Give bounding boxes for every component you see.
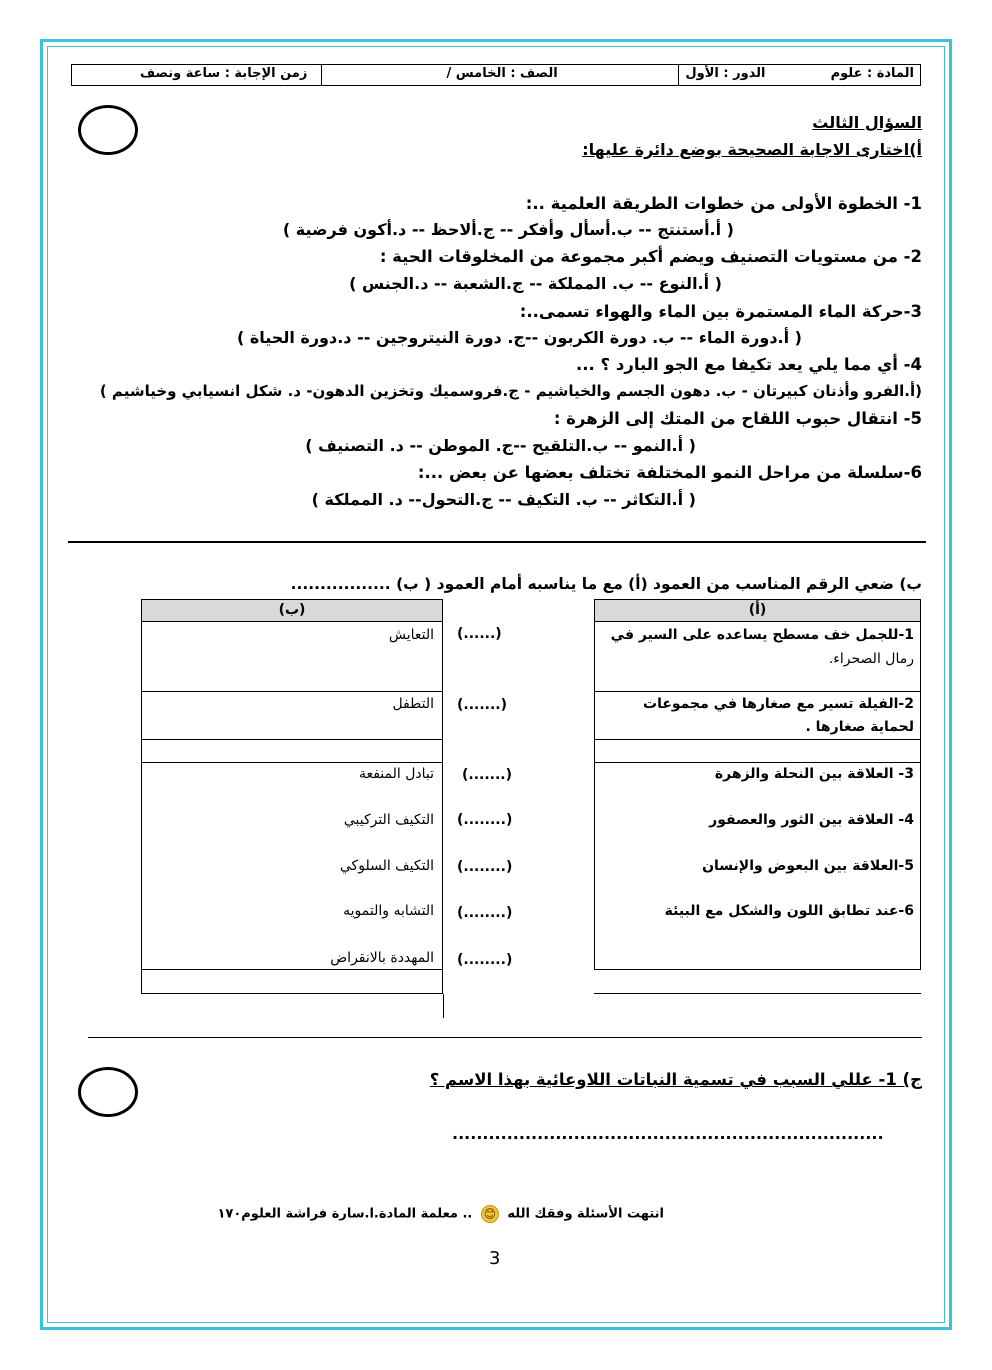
footer-note [217, 1205, 664, 1223]
column-b-item: تبادل المنفعة [358, 766, 434, 782]
answer-blank[interactable]: (........) [457, 812, 513, 828]
subject-label: المادة : علوم [830, 66, 914, 81]
question-5: 5- انتقال حبوب اللقاح من المتك إلى الزهرة : [553, 409, 922, 428]
column-a-item-2: 2-الفيلة تسير مع صغارها في مجموعات [643, 696, 914, 712]
column-a-item-3: 3- العلاقة بين النحلة والزهرة [714, 766, 914, 782]
answer-blank[interactable]: (........) [457, 859, 513, 875]
score-circle-2 [78, 1067, 138, 1117]
column-a-item-2-cont: لحماية صغارها . [805, 719, 914, 735]
answer-blank[interactable]: (.......) [457, 697, 508, 713]
column-a-item-4: 4- العلاقة بين الثور والعصفور [709, 812, 914, 828]
column-a-item-1-cont: رمال الصحراء. [828, 651, 914, 667]
section-c-question: ج) 1- عللي السبب في تسمية النباتات اللاوعائية بهذا الاسم ؟ [429, 1070, 922, 1089]
question-1-options: ( أ.أستنتج -- ب.أسأل وأفكر -- ج.ألاحظ -- د.أكون فرضية ) [282, 220, 734, 239]
question-4-options: (أ.الفرو وأذنان كبيرتان - ب. دهون الجسم والخياشيم - ج.فروسميك وتخزين الدهون- د. شكل انسيابي وخياشيم ) [99, 382, 922, 400]
column-a-item-1: 1-للجمل خف مسطح يساعده على السير في [610, 627, 914, 643]
column-b-item: التكيف السلوكي [339, 858, 434, 874]
column-b-bottom-row [141, 969, 443, 994]
question-4: 4- أي مما يلي يعد تكيفا مع الجو البارد ؟ ... [576, 355, 922, 374]
score-circle [78, 105, 138, 155]
exam-header [71, 64, 921, 86]
column-b-item: المهددة بالانقراض [330, 950, 434, 966]
time-label: زمن الإجابة : ساعة ونصف [139, 66, 308, 81]
section-divider [68, 541, 926, 543]
column-b-item: التطفل [392, 696, 434, 712]
section-b-instruction: ب) ضعي الرقم المناسب من العمود (أ) مع ما يناسبه أمام العمود ( ب) ................. [290, 575, 922, 593]
column-b-item: التعايش [388, 627, 434, 643]
question-2-options: ( أ.النوع -- ب. المملكة -- ج.الشعبة -- د.الجنس ) [349, 274, 722, 293]
column-a-item-6: 6-عند تطابق اللون والشكل مع البيئة [664, 903, 914, 919]
round-label: الدور : الأول [685, 66, 766, 81]
subject-and-round [678, 65, 920, 85]
column-b-item: التشابه والتمويه [343, 903, 434, 919]
footer-closing: انتهت الأسئلة وفقك الله [507, 1206, 664, 1222]
page-number: 3 [489, 1248, 501, 1269]
section-divider-2 [88, 1037, 922, 1038]
column-b-item: التكيف التركيبي [343, 812, 434, 828]
smiley-icon: 😊 [481, 1205, 499, 1223]
footer-teacher: .. معلمة المادة.ا.سارة فراشة العلوم١٧٠ [217, 1206, 473, 1222]
column-a-header: (أ) [594, 599, 921, 622]
question-6-options: ( أ.التكاثر -- ب. التكيف -- ج.التحول-- د. المملكة ) [311, 490, 696, 509]
question-5-options: ( أ.النمو -- ب.التلقيح --ج. الموطن -- د. التصنيف ) [305, 436, 696, 455]
question-6: 6-سلسلة من مراحل النمو المختلفة تختلف بعضها عن بعض ...: [417, 463, 922, 482]
question-1: 1- الخطوة الأولى من خطوات الطريقة العلمية ..: [525, 194, 922, 213]
answer-blank[interactable]: (......) [457, 626, 502, 642]
question-3: 3-حركة الماء المستمرة بين الماء والهواء تسمى..: [519, 302, 922, 321]
question-3-options: ( أ.دورة الماء -- ب. دورة الكربون --ج. دورة النيتروجين -- د.دورة الحياة ) [236, 328, 802, 347]
column-a-spacer [594, 739, 921, 763]
column-a-item-5: 5-العلاقة بين البعوض والإنسان [702, 858, 914, 874]
question-2: 2- من مستويات التصنيف ويضم أكبر مجموعة من المخلوقات الحية : [379, 247, 922, 266]
answer-blank[interactable]: (.......) [462, 767, 513, 783]
column-a-bottom-line [594, 993, 921, 994]
column-b-header: (ب) [141, 599, 443, 622]
grade-label: الصف : الخامس / [321, 65, 677, 85]
answer-blank[interactable]: (........) [457, 952, 513, 968]
section-a-instruction: أ)اختارى الاجابة الصحيحة بوضع دائرة عليها: [582, 140, 922, 159]
question-title: السؤال الثالث [812, 113, 922, 132]
column-b-tail-line [443, 994, 444, 1018]
column-b-spacer [141, 739, 443, 763]
answer-line[interactable]: ....................................................................... [452, 1124, 884, 1143]
answer-blank[interactable]: (........) [457, 905, 513, 921]
